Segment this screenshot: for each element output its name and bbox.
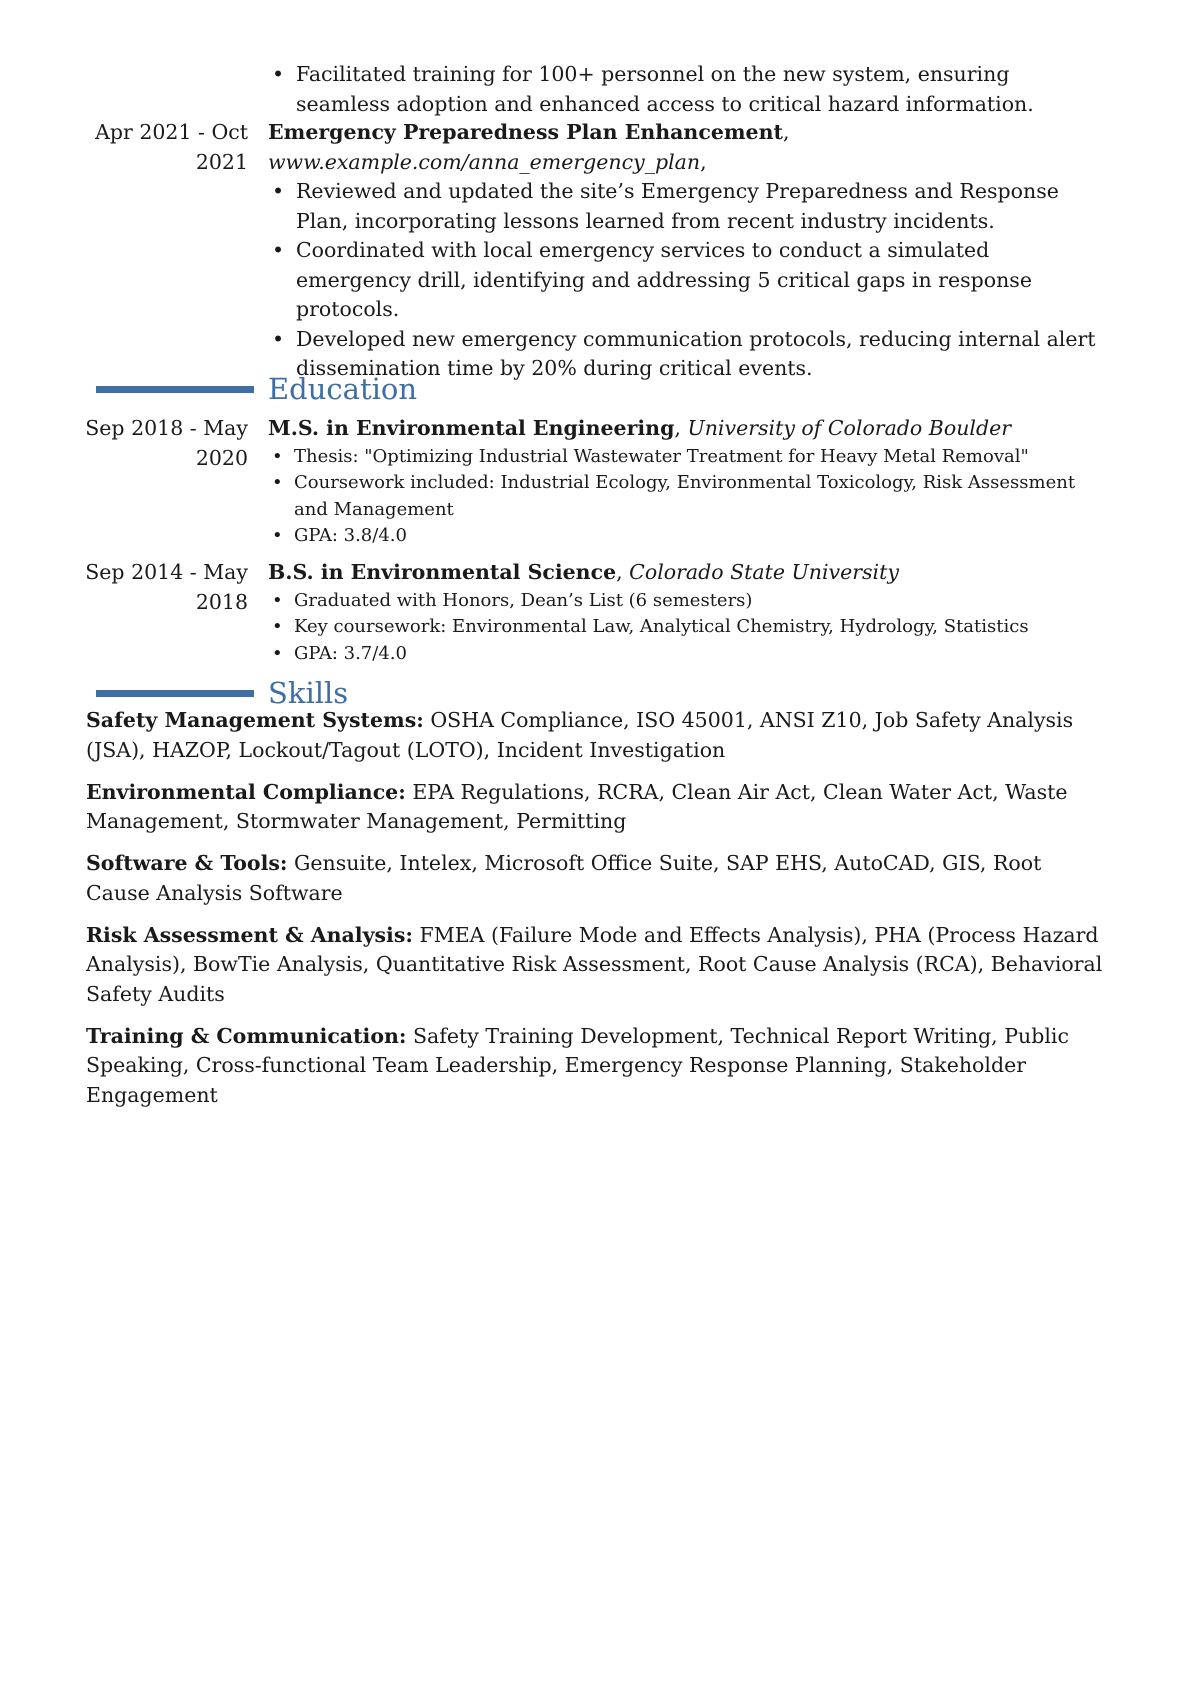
- education-bullet: • Graduated with Honors, Dean’s List (6 semesters): [294, 588, 1108, 615]
- skill-group-items: OSHA Compliance, ISO 45001, ANSI Z10, Job Safety Analysis (JSA), HAZOP, Lockout/Tagout (LOTO), Incident Investigation: [86, 708, 1074, 762]
- education-bullets: [294, 444, 1108, 550]
- education-heading: B.S. in Environmental Science, Colorado State University: [268, 560, 899, 584]
- skill-group-label: Safety Management Systems:: [86, 708, 424, 732]
- project-bullets: [296, 177, 1108, 384]
- project-date: Apr 2021 - Oct 2021: [95, 120, 248, 174]
- education-title: Education: [268, 372, 418, 406]
- education-body: [268, 414, 1108, 550]
- project-title: Emergency Preparedness Plan Enhancement: [268, 120, 783, 144]
- skill-group-label: Training & Communication:: [86, 1023, 407, 1048]
- education-degree: B.S. in Environmental Science: [268, 560, 617, 584]
- skills-title: Skills: [268, 676, 349, 710]
- skill-group-label: Software & Tools:: [86, 851, 288, 875]
- education-body: [268, 558, 1108, 667]
- project-bullet: • Coordinated with local emergency services to conduct a simulated emergency drill, identifying and addressing 5 critical gaps in response protocols.: [296, 236, 1108, 325]
- education-school: Colorado State University: [629, 560, 899, 584]
- skill-group: [86, 778, 1106, 837]
- education-bullet: • GPA: 3.8/4.0: [294, 523, 1108, 550]
- skill-group: [86, 706, 1106, 765]
- project-bullet: • Reviewed and updated the site’s Emergency Preparedness and Response Plan, incorporating lessons learned from recent industry incidents.: [296, 177, 1108, 236]
- skill-group-items: Safety Training Development, Technical Report Writing, Public Speaking, Cross-functional Team Leadership, Emergency Response Planning, Stakeholder Engagement: [86, 1023, 1069, 1107]
- skill-group-items: Gensuite, Intelex, Microsoft Office Suite, SAP EHS, AutoCAD, GIS, Root Cause Analysis Software: [86, 851, 1042, 905]
- experience-bullets: [296, 60, 1096, 119]
- skill-group-label: Risk Assessment & Analysis:: [86, 922, 413, 947]
- experience-continued: [296, 60, 1096, 119]
- education-date: Sep 2014 - May 2018: [85, 560, 248, 614]
- education-bullets: [294, 588, 1108, 668]
- project-bullet: • Developed new emergency communication protocols, reducing internal alert dissemination time by 20% during critical events.: [296, 325, 1108, 384]
- section-divider-bar: [96, 690, 254, 697]
- skills-list: [86, 706, 1106, 1123]
- skill-group-items: FMEA (Failure Mode and Effects Analysis), PHA (Process Hazard Analysis), BowTie Analysis, Quantitative Risk Assessment, Root Cause Analysis (RCA), Behavioral Safety Audits: [86, 922, 1103, 1006]
- education-heading: M.S. in Environmental Engineering, University of Colorado Boulder: [268, 416, 1012, 440]
- skill-group: [86, 921, 1106, 1010]
- skill-group: [86, 1022, 1106, 1111]
- skill-group-label: Environmental Compliance:: [86, 779, 406, 804]
- education-bullet: • Key coursework: Environmental Law, Analytical Chemistry, Hydrology, Statistics: [294, 614, 1108, 641]
- education-school: University of Colorado Boulder: [687, 416, 1012, 440]
- project-body: [268, 118, 1108, 384]
- experience-bullet: • Facilitated training for 100+ personnel on the new system, ensuring seamless adoption and enhanced access to critical hazard information.: [296, 60, 1096, 119]
- skill-group: [86, 849, 1106, 908]
- education-date: Sep 2018 - May 2020: [85, 416, 248, 470]
- project-link[interactable]: www.example.com/anna_emergency_plan: [268, 149, 701, 174]
- section-divider-bar: [96, 386, 254, 393]
- education-section-header: [0, 370, 1190, 410]
- project-heading: Emergency Preparedness Plan Enhancement, www.example.com/anna_emergency_plan,: [268, 120, 790, 174]
- education-bullet: • Thesis: "Optimizing Industrial Wastewater Treatment for Heavy Metal Removal": [294, 444, 1108, 471]
- skill-group-items: EPA Regulations, RCRA, Clean Air Act, Clean Water Act, Waste Management, Stormwater Management, Permitting: [86, 779, 1068, 833]
- education-bullet: • GPA: 3.7/4.0: [294, 641, 1108, 668]
- education-bullet: • Coursework included: Industrial Ecology, Environmental Toxicology, Risk Assessment and Management: [294, 470, 1108, 523]
- education-degree: M.S. in Environmental Engineering: [268, 416, 675, 440]
